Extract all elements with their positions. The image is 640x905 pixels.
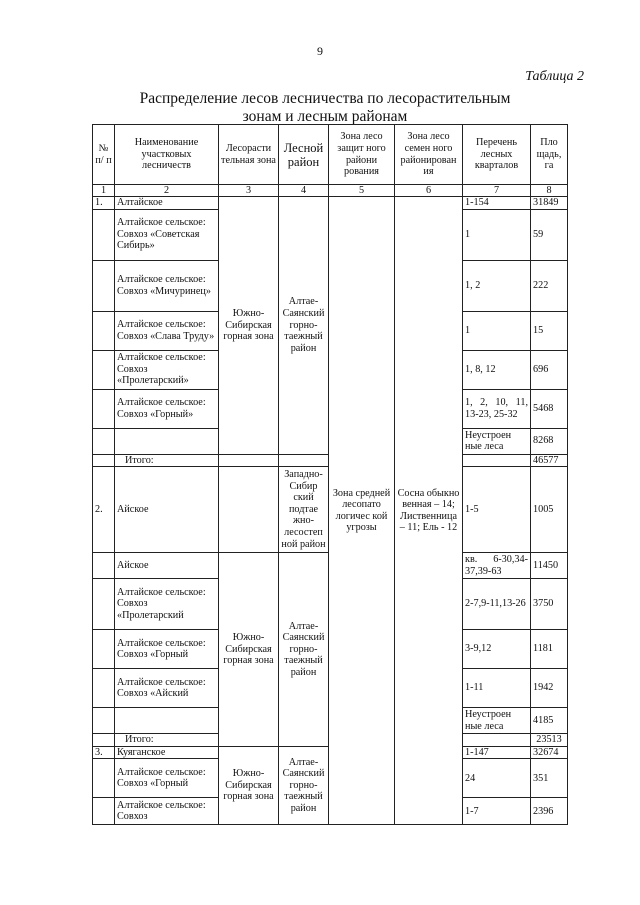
zone-cell: Южно- Сибирская горная зона (219, 197, 279, 455)
column-number: 5 (329, 185, 395, 197)
empty-cell (219, 454, 279, 467)
table-row (93, 197, 568, 210)
row-num (93, 708, 115, 734)
district-cell: Западно- Сибир ский подтае жно- лесостеп ной район (279, 467, 329, 553)
row-quarters (463, 454, 531, 467)
row-quarters: Неустроен ные леса (463, 708, 531, 734)
row-name: Итого: (115, 454, 219, 467)
row-area: 3750 (531, 579, 568, 630)
row-quarters: Неустроен ные леса (463, 428, 531, 454)
row-area: 8268 (531, 428, 568, 454)
district-cell: Алтае- Саянский горно- таежный район (279, 197, 329, 455)
document-title: Распределение лесов лесничества по лесорастительным зонам и лесным районам (139, 90, 511, 125)
row-name: Итого: (115, 734, 219, 747)
row-area: 696 (531, 350, 568, 389)
header-area: Пло щадь, га (531, 125, 568, 185)
row-quarters: 24 (463, 759, 531, 798)
row-quarters: 1, 2, 10, 11, 13-23, 25-32 (463, 389, 531, 428)
seed-zone-cell: Сосна обыкно венная – 14; Лиственница – 11; Ель - 12 (395, 197, 463, 825)
row-num (93, 454, 115, 467)
row-area: 351 (531, 759, 568, 798)
row-name: Алтайское сельское: Совхоз «Горный (115, 759, 219, 798)
forest-distribution-table (92, 124, 568, 825)
row-num: 3. (93, 746, 115, 759)
row-num (93, 311, 115, 350)
column-number: 4 (279, 185, 329, 197)
row-quarters: 1, 8, 12 (463, 350, 531, 389)
row-name: Алтайское сельское: Совхоз «Пролетарский» (115, 350, 219, 389)
protection-zone-cell: Зона средней лесопато логичес кой угрозы (329, 197, 395, 825)
row-area: 222 (531, 260, 568, 311)
row-name: Алтайское сельское: Совхоз «Советская Сибирь» (115, 209, 219, 260)
row-area: 5468 (531, 389, 568, 428)
column-number: 2 (115, 185, 219, 197)
row-area: 1181 (531, 630, 568, 669)
row-quarters: 1 (463, 311, 531, 350)
header-name: Наименование участковых лесничеств (115, 125, 219, 185)
row-name: Алтайское (115, 197, 219, 210)
row-quarters: 1-154 (463, 197, 531, 210)
row-num (93, 630, 115, 669)
row-area: 15 (531, 311, 568, 350)
row-quarters: 1, 2 (463, 260, 531, 311)
row-quarters: 3-9,12 (463, 630, 531, 669)
header-district: Лесной район (279, 125, 329, 185)
row-num (93, 260, 115, 311)
row-area: 1942 (531, 669, 568, 708)
row-num (93, 759, 115, 798)
district-cell: Алтае- Саянский горно- таежный район (279, 553, 329, 747)
column-number: 3 (219, 185, 279, 197)
header-protect-zone: Зона лесо защит ного райони рования (329, 125, 395, 185)
row-num: 1. (93, 197, 115, 210)
row-name (115, 428, 219, 454)
header-quarters: Перечень лесных кварталов (463, 125, 531, 185)
column-number: 1 (93, 185, 115, 197)
row-area: 11450 (531, 553, 568, 579)
row-area: 23513 (531, 734, 568, 747)
row-name (115, 708, 219, 734)
header-row (93, 125, 568, 185)
row-num (93, 579, 115, 630)
row-name: Алтайское сельское: Совхоз (115, 798, 219, 825)
column-number: 7 (463, 185, 531, 197)
header-num: № п/ п (93, 125, 115, 185)
row-name: Алтайское сельское: Совхоз «Горный» (115, 389, 219, 428)
zone-cell: Южно- Сибирская горная зона (219, 746, 279, 825)
empty-cell (219, 467, 279, 553)
row-quarters: 1-7 (463, 798, 531, 825)
row-name: Айское (115, 467, 219, 553)
row-quarters (463, 734, 531, 747)
header-seed-zone: Зона лесо семен ного районирован ия (395, 125, 463, 185)
row-num (93, 350, 115, 389)
row-area: 59 (531, 209, 568, 260)
empty-cell (279, 454, 329, 467)
row-name: Алтайское сельское: Совхоз «Горный (115, 630, 219, 669)
row-name: Алтайское сельское: Совхоз «Пролетарский (115, 579, 219, 630)
table-caption: Таблица 2 (525, 69, 584, 84)
row-area: 46577 (531, 454, 568, 467)
row-quarters: 2-7,9-11,13-26 (463, 579, 531, 630)
row-quarters: 1-5 (463, 467, 531, 553)
row-name: Айское (115, 553, 219, 579)
row-num: 2. (93, 467, 115, 553)
column-number: 6 (395, 185, 463, 197)
column-number: 8 (531, 185, 568, 197)
row-quarters: 1-11 (463, 669, 531, 708)
row-area: 1005 (531, 467, 568, 553)
row-num (93, 209, 115, 260)
row-num (93, 553, 115, 579)
page-number: 9 (317, 44, 323, 58)
row-name: Алтайское сельское: Совхоз «Слава Труду» (115, 311, 219, 350)
row-name: Куяганское (115, 746, 219, 759)
district-cell: Алтае- Саянский горно- таежный район (279, 746, 329, 825)
column-number-row (93, 185, 568, 197)
zone-cell: Южно- Сибирская горная зона (219, 553, 279, 747)
row-num (93, 389, 115, 428)
row-area: 32674 (531, 746, 568, 759)
row-quarters: 1 (463, 209, 531, 260)
header-zone: Лесорасти тельная зона (219, 125, 279, 185)
row-quarters: 1-147 (463, 746, 531, 759)
row-quarters: кв. 6-30,34-37,39-63 (463, 553, 531, 579)
row-num (93, 428, 115, 454)
row-num (93, 734, 115, 747)
row-num (93, 669, 115, 708)
row-area: 4185 (531, 708, 568, 734)
row-num (93, 798, 115, 825)
row-area: 31849 (531, 197, 568, 210)
row-name: Алтайское сельское: Совхоз «Мичуринец» (115, 260, 219, 311)
row-area: 2396 (531, 798, 568, 825)
row-name: Алтайское сельское: Совхоз «Айский (115, 669, 219, 708)
